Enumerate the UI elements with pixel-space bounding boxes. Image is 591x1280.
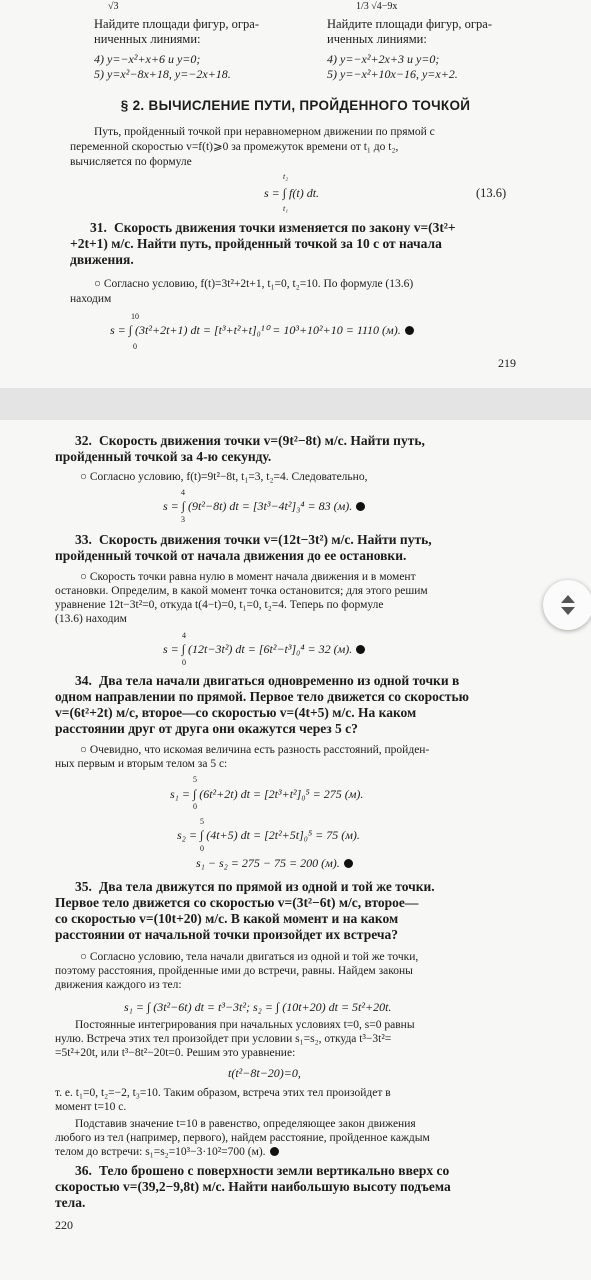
solution-text: остановки. Определим, в какой момент точка остановится; для этого решим: [55, 585, 428, 597]
solution-text: ○ Скорость точки равна нулю в момент начала движения и в момент: [80, 571, 416, 583]
problem-text: Скорость движения точки v=(12t−3t²) м/с. Найти путь,: [99, 532, 432, 547]
formula: [110, 323, 414, 338]
formula: s = ∫ f(t) dt.: [264, 186, 320, 200]
paragraph-line: переменной скоростью v=f(t)⩾0 за промежуток времени от t₁ до t₂,: [70, 141, 399, 153]
solution-line: Согласно условию, f(t)=3t²+2t+1, t₁=0, t₂=10. По формуле (13.6): [103, 278, 414, 290]
problem-text: расстоянии друг от друга они окажутся через 5 с?: [55, 721, 358, 736]
integral-lower-limit: 3: [181, 515, 185, 524]
problem-number: 35.: [75, 879, 92, 894]
solution-line: Очевидно, что искомая величина есть разность расстояний, пройден-: [89, 744, 430, 756]
scroll-button[interactable]: [543, 580, 591, 630]
formula: [196, 856, 353, 871]
problem-text: со скоростью v=(10t+20) м/с. В какой момент и на каком: [55, 911, 399, 926]
formula: [163, 642, 365, 657]
problem-text: Первое тело движется со скоростью v=(3t²−6t) м/с, второе—: [55, 895, 419, 910]
integral-upper-limit: 10: [131, 312, 139, 321]
integral-upper-limit: t₂: [283, 172, 289, 181]
solution-text: нулю. Встреча этих тел произойдет при условии s₁=s₂, откуда t³−3t²=: [55, 1033, 392, 1045]
problem-text: движения.: [70, 252, 134, 267]
problem-text: Скорость движения точки v=(9t²−8t) м/с. Найти путь,: [99, 433, 425, 448]
solution-line: Скорость точки равна нулю в момент начала движения и в момент: [89, 571, 416, 583]
solution-text: находим: [70, 293, 112, 305]
solution-text: ных первым и вторым телом за 5 с:: [55, 758, 228, 770]
paragraph-line: вычисляется по формуле: [70, 156, 192, 168]
end-of-solution-icon: [356, 502, 365, 511]
exercise-item: 5) y=x²−8x+18, y=−2x+18.: [94, 67, 231, 81]
equation-number: (13.6): [476, 186, 507, 200]
exercise-item: 4) y=−x²+x+6 и y=0;: [94, 52, 201, 66]
page-number: 220: [55, 1218, 73, 1232]
problem-text: скоростью v=(39,2−9,8t) м/с. Найти наибольшую высоту подъема: [55, 1179, 451, 1194]
solution-text: поэтому расстояния, пройденные ими до встречи, равны. Найдем законы: [55, 965, 413, 977]
formula-text: s = ∫ (3t²+2t+1) dt = [t³+t²+t]₀¹⁰ = 10³+10²+10 = 1110 (м).: [110, 323, 401, 337]
top-fragment-left: √3: [108, 1, 119, 12]
exercise-item: 4) y=−x²+2x+3 и y=0;: [327, 52, 440, 66]
solution-text: Подставив значение t=10 в равенство, определяющее закон движения: [75, 1118, 416, 1130]
solution-text: Постоянные интегрирования при начальных условиях t=0, s=0 равны: [75, 1019, 415, 1031]
formula: t(t²−8t−20)=0,: [228, 1066, 301, 1080]
up-down-chevrons-icon: [560, 594, 576, 616]
problem-number: 32.: [75, 433, 92, 448]
problem-text: пройденный точкой за 4-ю секунду.: [55, 449, 272, 464]
solution-text: момент t=10 с.: [55, 1101, 127, 1113]
problem-text: +2t+1) м/с. Найти путь, пройденный точкой за 10 с от начала: [70, 236, 442, 251]
integral-upper-limit: 5: [193, 775, 197, 784]
integral-lower-limit: 0: [200, 844, 204, 853]
exercise-title: ниченных линиями:: [94, 32, 201, 46]
integral-lower-limit: 0: [133, 342, 137, 351]
problem-text: расстоянии от начальной точки произойдет их встреча?: [55, 927, 398, 942]
formula: s₂ = ∫ (4t+5) dt = [2t²+5t]₀⁵ = 75 (м).: [177, 828, 360, 842]
top-fragment-right: 1/3 √4−9x: [356, 1, 398, 12]
problem-text: Два тела начали двигаться одновременно из одной точки в: [99, 673, 460, 688]
formula: s₁ = ∫ (6t²+2t) dt = [2t³+t²]₀⁵ = 275 (м).: [170, 787, 364, 801]
solution-text: ○ Согласно условию, f(t)=9t²−8t, t₁=3, t₂=4. Следовательно,: [80, 471, 368, 483]
problem-text: Два тела движутся по прямой из одной и той же точки.: [99, 879, 435, 894]
problem-text: v=(6t²+2t) м/с, второе—со скоростью v=(4t+5) м/с. На каком: [55, 705, 417, 720]
formula: [163, 499, 365, 514]
solution-text: уравнение 12t−3t²=0, откуда t(4−t)=0, t₁=0, t₂=4. Теперь по формуле: [55, 599, 384, 611]
problem-number: 34.: [75, 673, 92, 688]
book-page-219: [0, 0, 591, 388]
problem-number: 36.: [75, 1163, 92, 1178]
formula-text: s = ∫ (9t²−8t) dt = [3t³−4t²]₃⁴ = 83 (м).: [163, 499, 353, 513]
section-heading: § 2. ВЫЧИСЛЕНИЕ ПУТИ, ПРОЙДЕННОГО ТОЧКОЙ: [120, 98, 471, 113]
exercise-item: 5) y=−x²+10x−16, y=x+2.: [327, 67, 458, 81]
solution-line: Согласно условию, f(t)=9t²−8t, t₁=3, t₂=4. Следовательно,: [89, 471, 368, 483]
integral-upper-limit: 5: [200, 817, 204, 826]
problem-number: 33.: [75, 532, 92, 547]
solution-text: любого из тел (например, первого), найдем расстояние, пройденное каждым: [55, 1132, 430, 1144]
solution-text: [55, 1145, 279, 1159]
end-of-solution-icon: [356, 645, 365, 654]
problem-text: пройденный точкой от начала движения до ее остановки.: [55, 548, 407, 563]
formula-text: s = ∫ (12t−3t²) dt = [6t²−t³]₀⁴ = 32 (м).: [163, 642, 353, 656]
integral-upper-limit: 4: [181, 488, 185, 497]
solution-text: =5t²+20t, или t³−8t²−20t=0. Решим это уравнение:: [55, 1047, 296, 1059]
solution-text: т. е. t₁=0, t₂=−2, t₃=10. Таким образом, встреча этих тел произойдет в: [55, 1087, 391, 1099]
solution-text: ○ Согласно условию, f(t)=3t²+2t+1, t₁=0, t₂=10. По формуле (13.6): [94, 278, 414, 290]
solution-text: ○ Согласно условию, тела начали двигаться из одной и той же точки,: [80, 951, 419, 963]
solution-line: телом до встречи: s₁=s₂=10³−3·10²=700 (м).: [55, 1146, 266, 1158]
formula-text: s₁ − s₂ = 275 − 75 = 200 (м).: [196, 856, 340, 870]
problem-text: Тело брошено с поверхности земли вертикально вверх со: [99, 1163, 450, 1178]
integral-upper-limit: 4: [182, 631, 186, 640]
end-of-solution-icon: [344, 859, 353, 868]
book-page-220: [0, 420, 591, 1280]
problem-text: одном направлении по прямой. Первое тело движется со скоростью: [55, 689, 469, 704]
page-gap: [0, 388, 591, 420]
exercise-title: Найдите площади фигур, огра-: [94, 17, 259, 31]
page-number: 219: [498, 356, 516, 370]
exercise-title: иченных линиями:: [327, 32, 427, 46]
integral-lower-limit: 0: [193, 802, 197, 811]
solution-text: (13.6) находим: [55, 613, 127, 625]
paragraph-line: Путь, пройденный точкой при неравномерном движении по прямой с: [94, 126, 435, 138]
formula: s₁ = ∫ (3t²−6t) dt = t³−3t²; s₂ = ∫ (10t+20) dt = 5t²+20t.: [124, 1000, 392, 1014]
integral-lower-limit: t₁: [283, 204, 289, 213]
exercise-title: Найдите площади фигур, огра-: [327, 17, 492, 31]
solution-text: движения каждого из тел:: [55, 979, 182, 991]
solution-text: ○ Очевидно, что искомая величина есть разность расстояний, пройден-: [80, 744, 430, 756]
problem-number: 31.: [90, 220, 107, 235]
integral-lower-limit: 0: [182, 658, 186, 667]
solution-line: Согласно условию, тела начали двигаться из одной и той же точки,: [89, 951, 419, 963]
end-of-solution-icon: [405, 326, 414, 335]
problem-text: тела.: [55, 1195, 86, 1210]
end-of-solution-icon: [270, 1147, 279, 1156]
problem-text: Скорость движения точки изменяется по закону v=(3t²+: [114, 220, 456, 235]
